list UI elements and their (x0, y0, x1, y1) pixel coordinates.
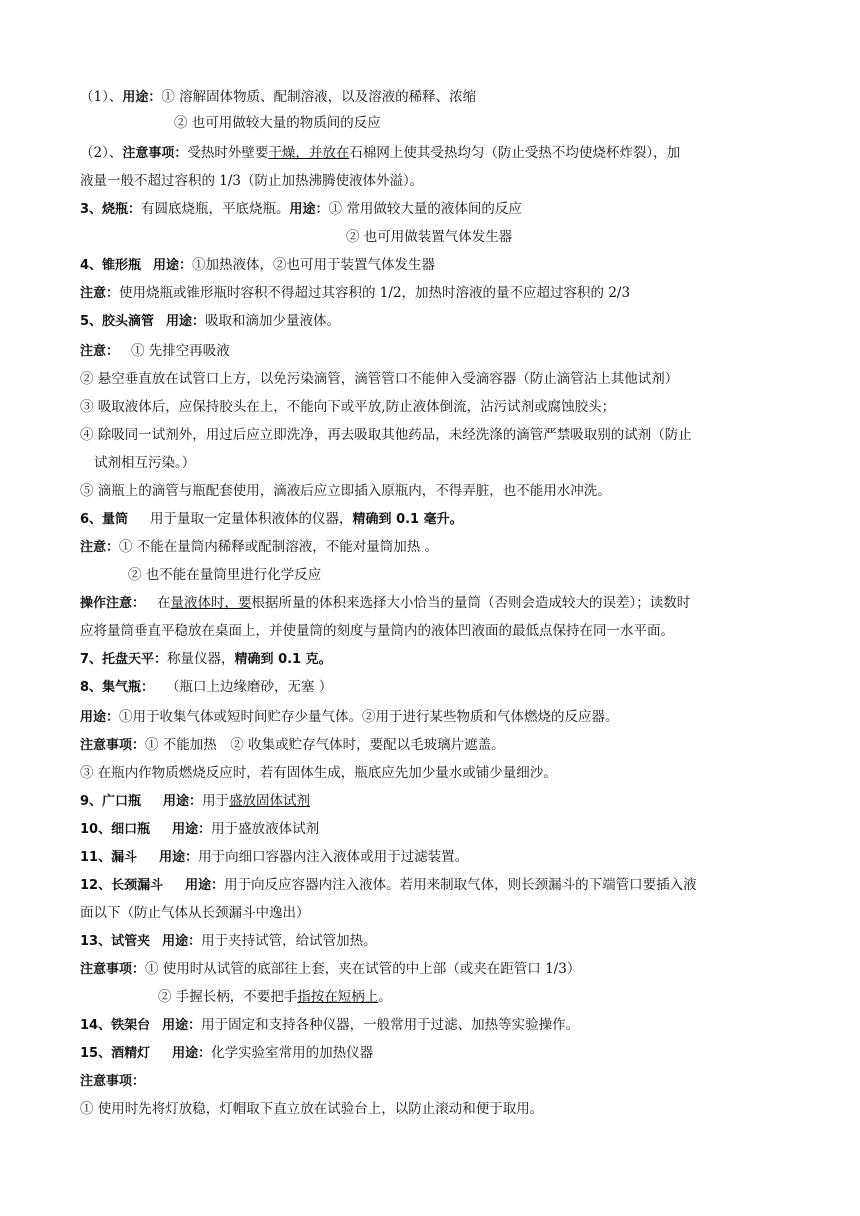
line: 注意：① 不能在量筒内稀释或配制溶液，不能对量筒加热 。 (80, 539, 439, 555)
line: ② 也可用做装置气体发生器 (346, 229, 513, 245)
line: 8、集气瓶： （瓶口上边缘磨砂，无塞 ） (80, 679, 333, 695)
line: 12、长颈漏斗 用途：用于向反应容器内注入液体。若用来制取气体，则长颈漏斗的下端管口要插入液 (80, 877, 697, 893)
line: 5、胶头滴管 用途：吸取和滴加少量液体。 (80, 313, 341, 329)
line: 操作注意： 在量液体时，要根据所量的体积来选择大小恰当的量筒（否则会造成较大的误差）；读数时 (80, 595, 691, 611)
line: 注意： ① 先排空再吸液 (80, 343, 230, 359)
line: 10、细口瓶 用途：用于盛放液体试剂 (80, 821, 320, 837)
line: 用途：①用于收集气体或短时间贮存少量气体。②用于进行某些物质和气体燃烧的反应器。 (80, 709, 619, 725)
line: 注意事项：① 使用时从试管的底部往上套，夹在试管的中上部（或夹在距管口 1/3） (80, 961, 581, 977)
line: ③ 在瓶内作物质燃烧反应时，若有固体生成，瓶底应先加少量水或铺少量细沙。 (80, 765, 557, 781)
line: 4、锥形瓶 用途：①加热液体，②也可用于装置气体发生器 (80, 257, 436, 273)
line: ② 也可用做较大量的物质间的反应 (174, 115, 381, 131)
line: 注意事项：① 不能加热 ② 收集或贮存气体时，要配以毛玻璃片遮盖。 (80, 737, 505, 753)
line: 13、试管夹 用途：用于夹持试管，给试管加热。 (80, 933, 377, 949)
line: 应将量筒垂直平稳放在桌面上，并使量筒的刻度与量筒内的液体凹液面的最低点保持在同一水平面。 (80, 623, 674, 639)
line: 注意：使用烧瓶或锥形瓶时容积不得超过其容积的 1/2，加热时溶液的量不应超过容积的 2/3 (80, 285, 631, 301)
line: 面以下（防止气体从长颈漏斗中逸出） (80, 905, 310, 921)
line: 15、酒精灯 用途：化学实验室常用的加热仪器 (80, 1045, 374, 1061)
line: （1）、用途：① 溶解固体物质、配制溶液，以及溶液的稀释、浓缩 (80, 89, 477, 105)
line: 6、量筒 用于量取一定量体积液体的仪器，精确到 0.1 毫升。 (80, 511, 463, 527)
line: 试剂相互污染。） (94, 455, 196, 471)
line: 3、烧瓶：有圆底烧瓶，平底烧瓶。用途：① 常用做较大量的液体间的反应 (80, 201, 522, 217)
line: ⑤ 滴瓶上的滴管与瓶配套使用，滴液后应立即插入原瓶内，不得弄脏，也不能用水冲洗。 (80, 483, 611, 499)
line: ② 也不能在量筒里进行化学反应 (128, 567, 322, 583)
line: 液量一般不超过容积的 1/3（防止加热沸腾使液体外溢）。 (80, 173, 424, 189)
line: ① 使用时先将灯放稳，灯帽取下直立放在试验台上，以防止滚动和便于取用。 (80, 1101, 544, 1117)
line: 9、广口瓶 用途：用于盛放固体试剂 (80, 793, 311, 809)
line: ② 手握长柄，不要把手指按在短柄上。 (158, 989, 392, 1005)
line: ② 悬空垂直放在试管口上方，以免污染滴管，滴管管口不能伸入受滴容器（防止滴管沾上其他试剂） (80, 371, 679, 387)
line: 7、托盘天平：称量仪器，精确到 0.1 克。 (80, 651, 332, 667)
line: （2）、注意事项：受热时外壁要干燥，并放在石棉网上使其受热均匀（防止受热不均使烧杯炸裂），加 (80, 145, 681, 161)
line: 注意事项： (80, 1074, 146, 1089)
line: 14、铁架台 用途：用于固定和支持各种仪器，一般常用于过滤、加热等实验操作。 (80, 1017, 580, 1033)
line: ③ 吸取液体后，应保持胶头在上，不能向下或平放,防止液体倒流，沾污试剂或腐蚀胶头； (80, 399, 616, 415)
line: 11、漏斗 用途：用于向细口容器内注入液体或用于过滤装置。 (80, 849, 469, 865)
line: ④ 除吸同一试剂外，用过后应立即洗净，再去吸取其他药品，未经洗涤的滴管严禁吸取别的试剂（防止 (80, 427, 692, 443)
